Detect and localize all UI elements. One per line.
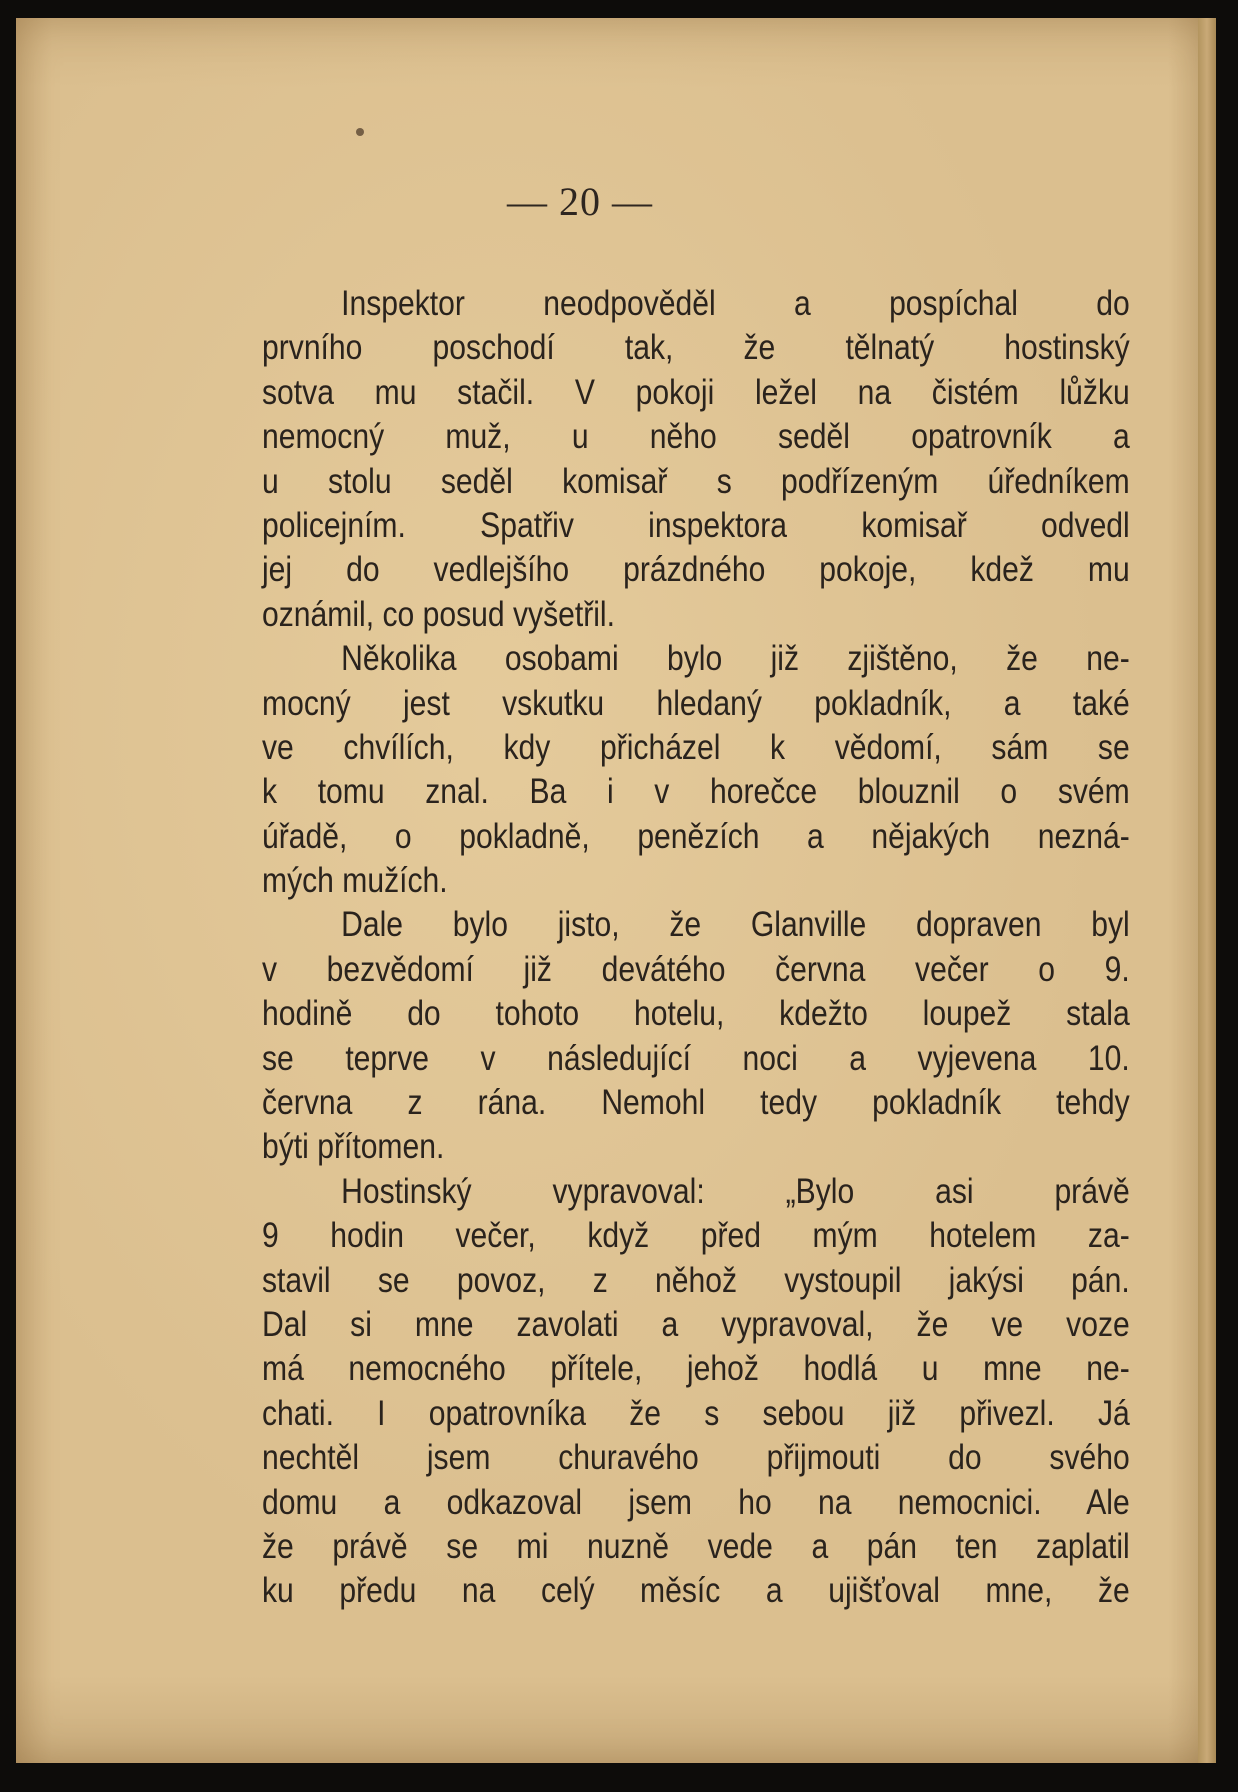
text-line: u stolu seděl komisař s podřízeným úředníkem	[262, 461, 1130, 501]
text-line: nemocný muž, u něho seděl opatrovník a	[262, 417, 1130, 457]
text-line: Hostinský vypravoval: „Bylo asi právě	[341, 1171, 1130, 1211]
text-line: úřadě, o pokladně, penězích a nějakých nezná-	[262, 816, 1130, 856]
page-number: — 20 —	[507, 179, 653, 224]
text-line: Dal si mne zavolati a vypravoval, že ve voze	[262, 1304, 1130, 1344]
text-line: k tomu znal. Ba i v horečce blouznil o svém	[262, 772, 1130, 812]
text-line: hodině do tohoto hotelu, kdežto loupež stala	[262, 994, 1130, 1034]
text-line: ku předu na celý měsíc a ujišťoval mne, že	[262, 1571, 1130, 1611]
text-line: policejním. Spatřiv inspektora komisař odvedl	[262, 505, 1130, 545]
text-line: má nemocného přítele, jehož hodlá u mne ne-	[262, 1349, 1130, 1389]
text-line: v bezvědomí již devátého června večer o 9.	[262, 949, 1130, 989]
text-line: 9 hodin večer, když před mým hotelem za-	[262, 1216, 1130, 1256]
text-line: jej do vedlejšího prázdného pokoje, kdež mu	[262, 550, 1130, 590]
text-line: oznámil, co posud vyšetřil.	[262, 594, 615, 634]
text-line: domu a odkazoval jsem ho na nemocnici. Ale	[262, 1482, 1130, 1522]
text-line: mocný jest vskutku hledaný pokladník, a také	[262, 683, 1130, 723]
text-line: ve chvílích, kdy přicházel k vědomí, sám se	[262, 727, 1130, 767]
body-text	[262, 282, 1130, 1614]
text-line: prvního poschodí tak, že tělnatý hostinský	[262, 328, 1130, 368]
text-line: Dale bylo jisto, že Glanville dopraven byl	[341, 905, 1130, 945]
ink-speck	[356, 128, 364, 136]
text-line: sotva mu stačil. V pokoji ležel na čistém lůžku	[262, 372, 1130, 412]
text-line: býti přítomen.	[262, 1127, 445, 1167]
text-line: června z rána. Nemohl tedy pokladník tehdy	[262, 1083, 1130, 1123]
text-line: Několika osobami bylo již zjištěno, že ne-	[341, 639, 1130, 679]
text-line: Inspektor neodpověděl a pospíchal do	[341, 284, 1130, 323]
text-line: že právě se mi nuzně vede a pán ten zaplatil	[262, 1526, 1130, 1566]
page-gutter-edge	[1198, 18, 1216, 1763]
text-line: mých mužích.	[262, 861, 448, 901]
text-line: stavil se povoz, z něhož vystoupil jakýsi pán.	[262, 1260, 1130, 1300]
text-line: chati. I opatrovníka že s sebou již přivezl. Já	[262, 1393, 1130, 1433]
text-line: nechtěl jsem churavého přijmouti do svého	[262, 1438, 1130, 1478]
text-line: se teprve v následující noci a vyjevena 10.	[262, 1038, 1130, 1078]
